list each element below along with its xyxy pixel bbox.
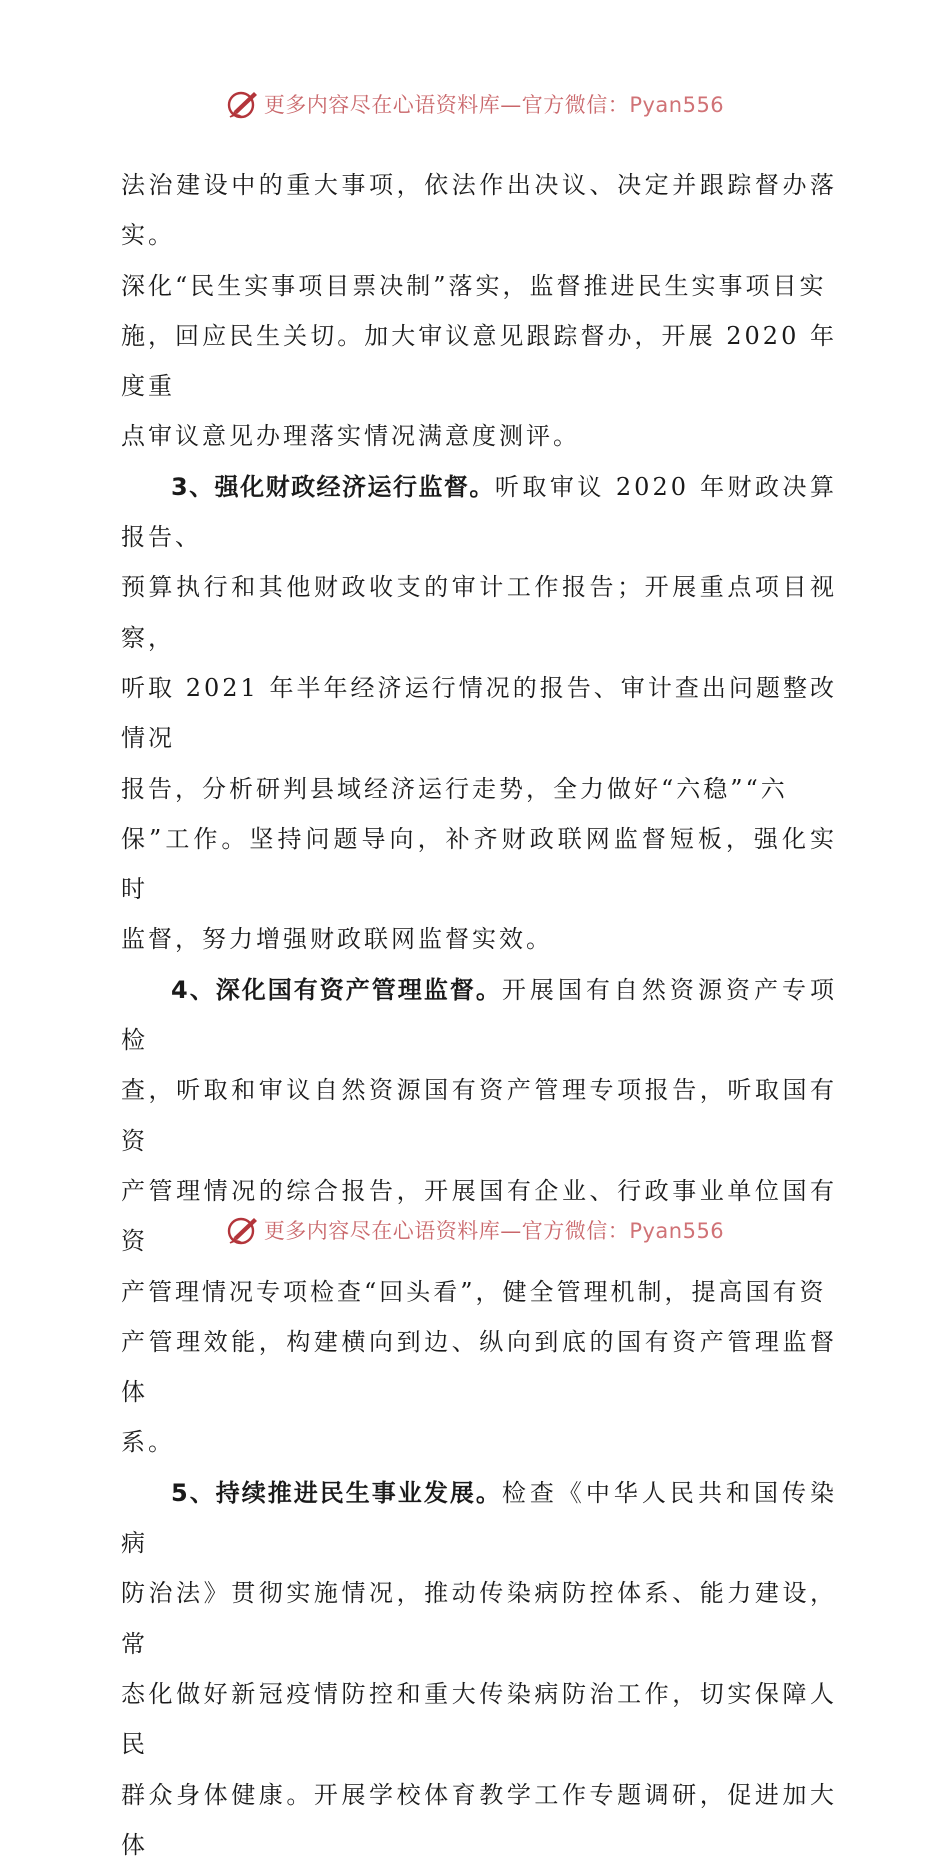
- text-line: 产管理效能，构建横向到边、纵向到底的国有资产管理监督体: [121, 1317, 837, 1418]
- text-line: 群众身体健康。开展学校体育教学工作专题调研，促进加大体: [121, 1770, 837, 1870]
- banner-text: 更多内容尽在心语资料库—官方微信：Pyan556: [264, 89, 724, 119]
- document-body: [121, 160, 837, 1870]
- paragraph-4: [121, 1468, 837, 1870]
- section-heading: 5、持续推进民生事业发展。: [171, 1479, 502, 1507]
- text-line: 预算执行和其他财政收支的审计工作报告；开展重点项目视察，: [121, 562, 837, 663]
- text-line: 态化做好新冠疫情防控和重大传染病防治工作，切实保障人民: [121, 1669, 837, 1770]
- text-line: 产管理情况的综合报告，开展国有企业、行政事业单位国有资: [121, 1166, 837, 1267]
- text-line: 4、深化国有资产管理监督。开展国有自然资源资产专项检: [121, 965, 837, 1066]
- banner-text: 更多内容尽在心语资料库—官方微信：Pyan556: [264, 1215, 724, 1245]
- text-line: 查，听取和审议自然资源国有资产管理专项报告，听取国有资: [121, 1065, 837, 1166]
- paragraph-2: [121, 462, 837, 965]
- text-line: 监督，努力增强财政联网监督实效。: [121, 914, 837, 964]
- text-line: 点审议意见办理落实情况满意度测评。: [121, 411, 837, 461]
- text-line: 深化“民生实事项目票决制”落实，监督推进民生实事项目实: [121, 261, 837, 311]
- text-line: 防治法》贯彻实施情况，推动传染病防控体系、能力建设，常: [121, 1568, 837, 1669]
- text-line: 产管理情况专项检查“回头看”，健全管理机制，提高国有资: [121, 1267, 837, 1317]
- text-line: 保”工作。坚持问题导向，补齐财政联网监督短板，强化实时: [121, 814, 837, 915]
- footer-banner: [0, 1210, 950, 1250]
- text-line: 法治建设中的重大事项，依法作出决议、决定并跟踪督办落实。: [121, 160, 837, 261]
- section-heading: 4、深化国有资产管理监督。: [171, 976, 502, 1004]
- text-line: 3、强化财政经济运行监督。听取审议 2020 年财政决算报告、: [121, 462, 837, 563]
- text-line: 报告，分析研判县域经济运行走势，全力做好“六稳”“六: [121, 764, 837, 814]
- text-line: 5、持续推进民生事业发展。检查《中华人民共和国传染病: [121, 1468, 837, 1569]
- header-banner: [0, 84, 950, 124]
- paragraph-1: [121, 160, 837, 462]
- text-line: 系。: [121, 1417, 837, 1467]
- text-line: 施，回应民生关切。加大审议意见跟踪督办，开展 2020 年度重: [121, 311, 837, 412]
- text-line: 听取 2021 年半年经济运行情况的报告、审计查出问题整改情况: [121, 663, 837, 764]
- section-heading: 3、强化财政经济运行监督。: [171, 473, 495, 501]
- pen-logo-icon: [226, 1213, 260, 1247]
- pen-logo-icon: [226, 87, 260, 121]
